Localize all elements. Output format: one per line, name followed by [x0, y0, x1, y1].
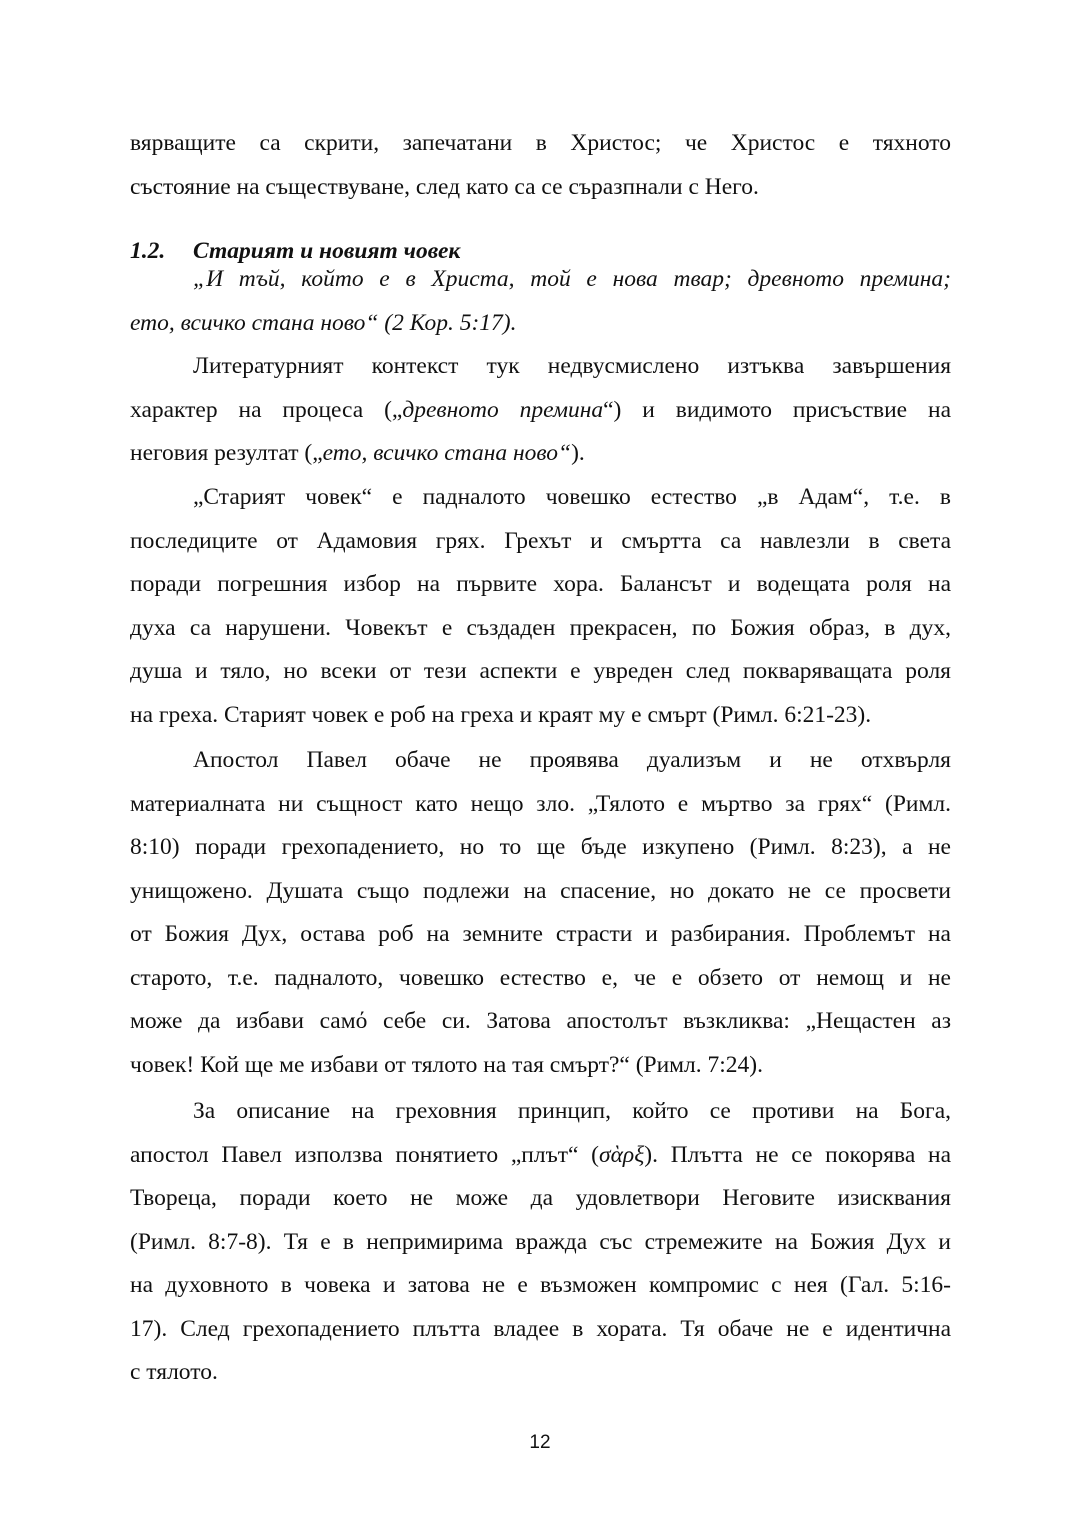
page-number: 12	[529, 1432, 551, 1453]
text-line: с тялото.	[130, 1359, 218, 1385]
text-line: характер на процеса („древното премина“) и видимото присъствие на	[130, 396, 952, 423]
paragraph	[130, 345, 951, 476]
paragraph-continuation	[130, 122, 951, 209]
text-line: на греха. Старият човек е роб на греха и краят му е смърт (Римл. 6:21-23).	[130, 701, 872, 728]
text-line: апостол Павел използва понятието „плът“ (σὰρξ). Плътта не се покорява на	[130, 1141, 951, 1168]
greek-word: σὰρξ	[599, 1141, 645, 1168]
text-line: 8:10) поради грехопадението, но то ще бъде изкупено (Римл. 8:23), а не	[130, 834, 951, 860]
text-line: вярващите са скрити, запечатани в Христос; че Христос е тяхното	[130, 130, 951, 156]
text-line: унищожено. Душата също подлежи на спасение, но докато не се просвети	[130, 877, 951, 904]
text-line: душа и тяло, но всеки от тези аспекти е увреден след покваряващата роля	[130, 658, 951, 684]
text-line: Литературният контекст тук недвусмислено изтъква завършения	[193, 353, 951, 379]
section-title: Старият и новият човек	[193, 238, 461, 264]
epigraph-quote	[130, 258, 951, 345]
text-line: може да избави самό себе си. Затова апостолът възкликва: „Нещастен аз	[130, 1008, 951, 1034]
text-line: духа са нарушени. Човекът е създаден прекрасен, по Божия образ, в дух,	[130, 614, 951, 641]
text-line: (Римл. 8:7-8). Тя е в непримирима вражда със стремежите на Божия Дух и	[130, 1228, 951, 1255]
text-line: Твореца, поради което не може да удовлетвори Неговите изисквания	[130, 1185, 951, 1211]
italic-phrase: древното премина	[402, 396, 604, 423]
text-line: поради погрешния избор на първите хора. Балансът и водещата роля на	[130, 571, 951, 597]
text-line: на духовното в човека и затова не е възможен компромис с нея (Гал. 5:16-	[130, 1272, 951, 1298]
paragraph	[130, 739, 951, 1087]
text-line: „И тъй, който е в Христа, той е нова твар; древното премина;	[193, 266, 951, 292]
text-line: човек! Кой ще ме избави от тялото на тая смърт?“ (Римл. 7:24).	[130, 1051, 764, 1078]
section-number: 1.2.	[130, 238, 166, 264]
text-line: състояние на съществуване, след като са се съразпнали с Него.	[130, 173, 759, 200]
text-line: Апостол Павел обаче не проявява дуализъм и не отхвърля	[193, 747, 951, 773]
paragraph	[130, 476, 951, 737]
text-line: старото, т.е. падналото, човешко естество е, че е обзето от немощ и не	[130, 964, 951, 991]
text-line: За описание на греховния принцип, който се противи на Бога,	[193, 1098, 951, 1124]
text-line: 17). След грехопадението плътта владее в хората. Тя обаче не е идентична	[130, 1315, 951, 1342]
text-line: неговия резултат („ето, всичко стана ново“).	[130, 440, 585, 466]
text-line: от Божия Дух, остава роб на земните страсти и разбирания. Проблемът на	[130, 921, 951, 947]
text-line: „Старият човек“ е падналото човешко естество „в Адам“, т.е. в	[193, 484, 951, 510]
text-line: ето, всичко стана ново“ (2 Кор. 5:17).	[130, 309, 517, 336]
text-line: материалната ни същност като нещо зло. „Тялото е мъртво за грях“ (Римл.	[130, 790, 951, 817]
paragraph	[130, 1090, 951, 1395]
text-line: последиците от Адамовия грях. Грехът и смъртта са навлезли в света	[130, 527, 951, 554]
italic-phrase: ето, всичко стана ново“	[322, 440, 572, 466]
